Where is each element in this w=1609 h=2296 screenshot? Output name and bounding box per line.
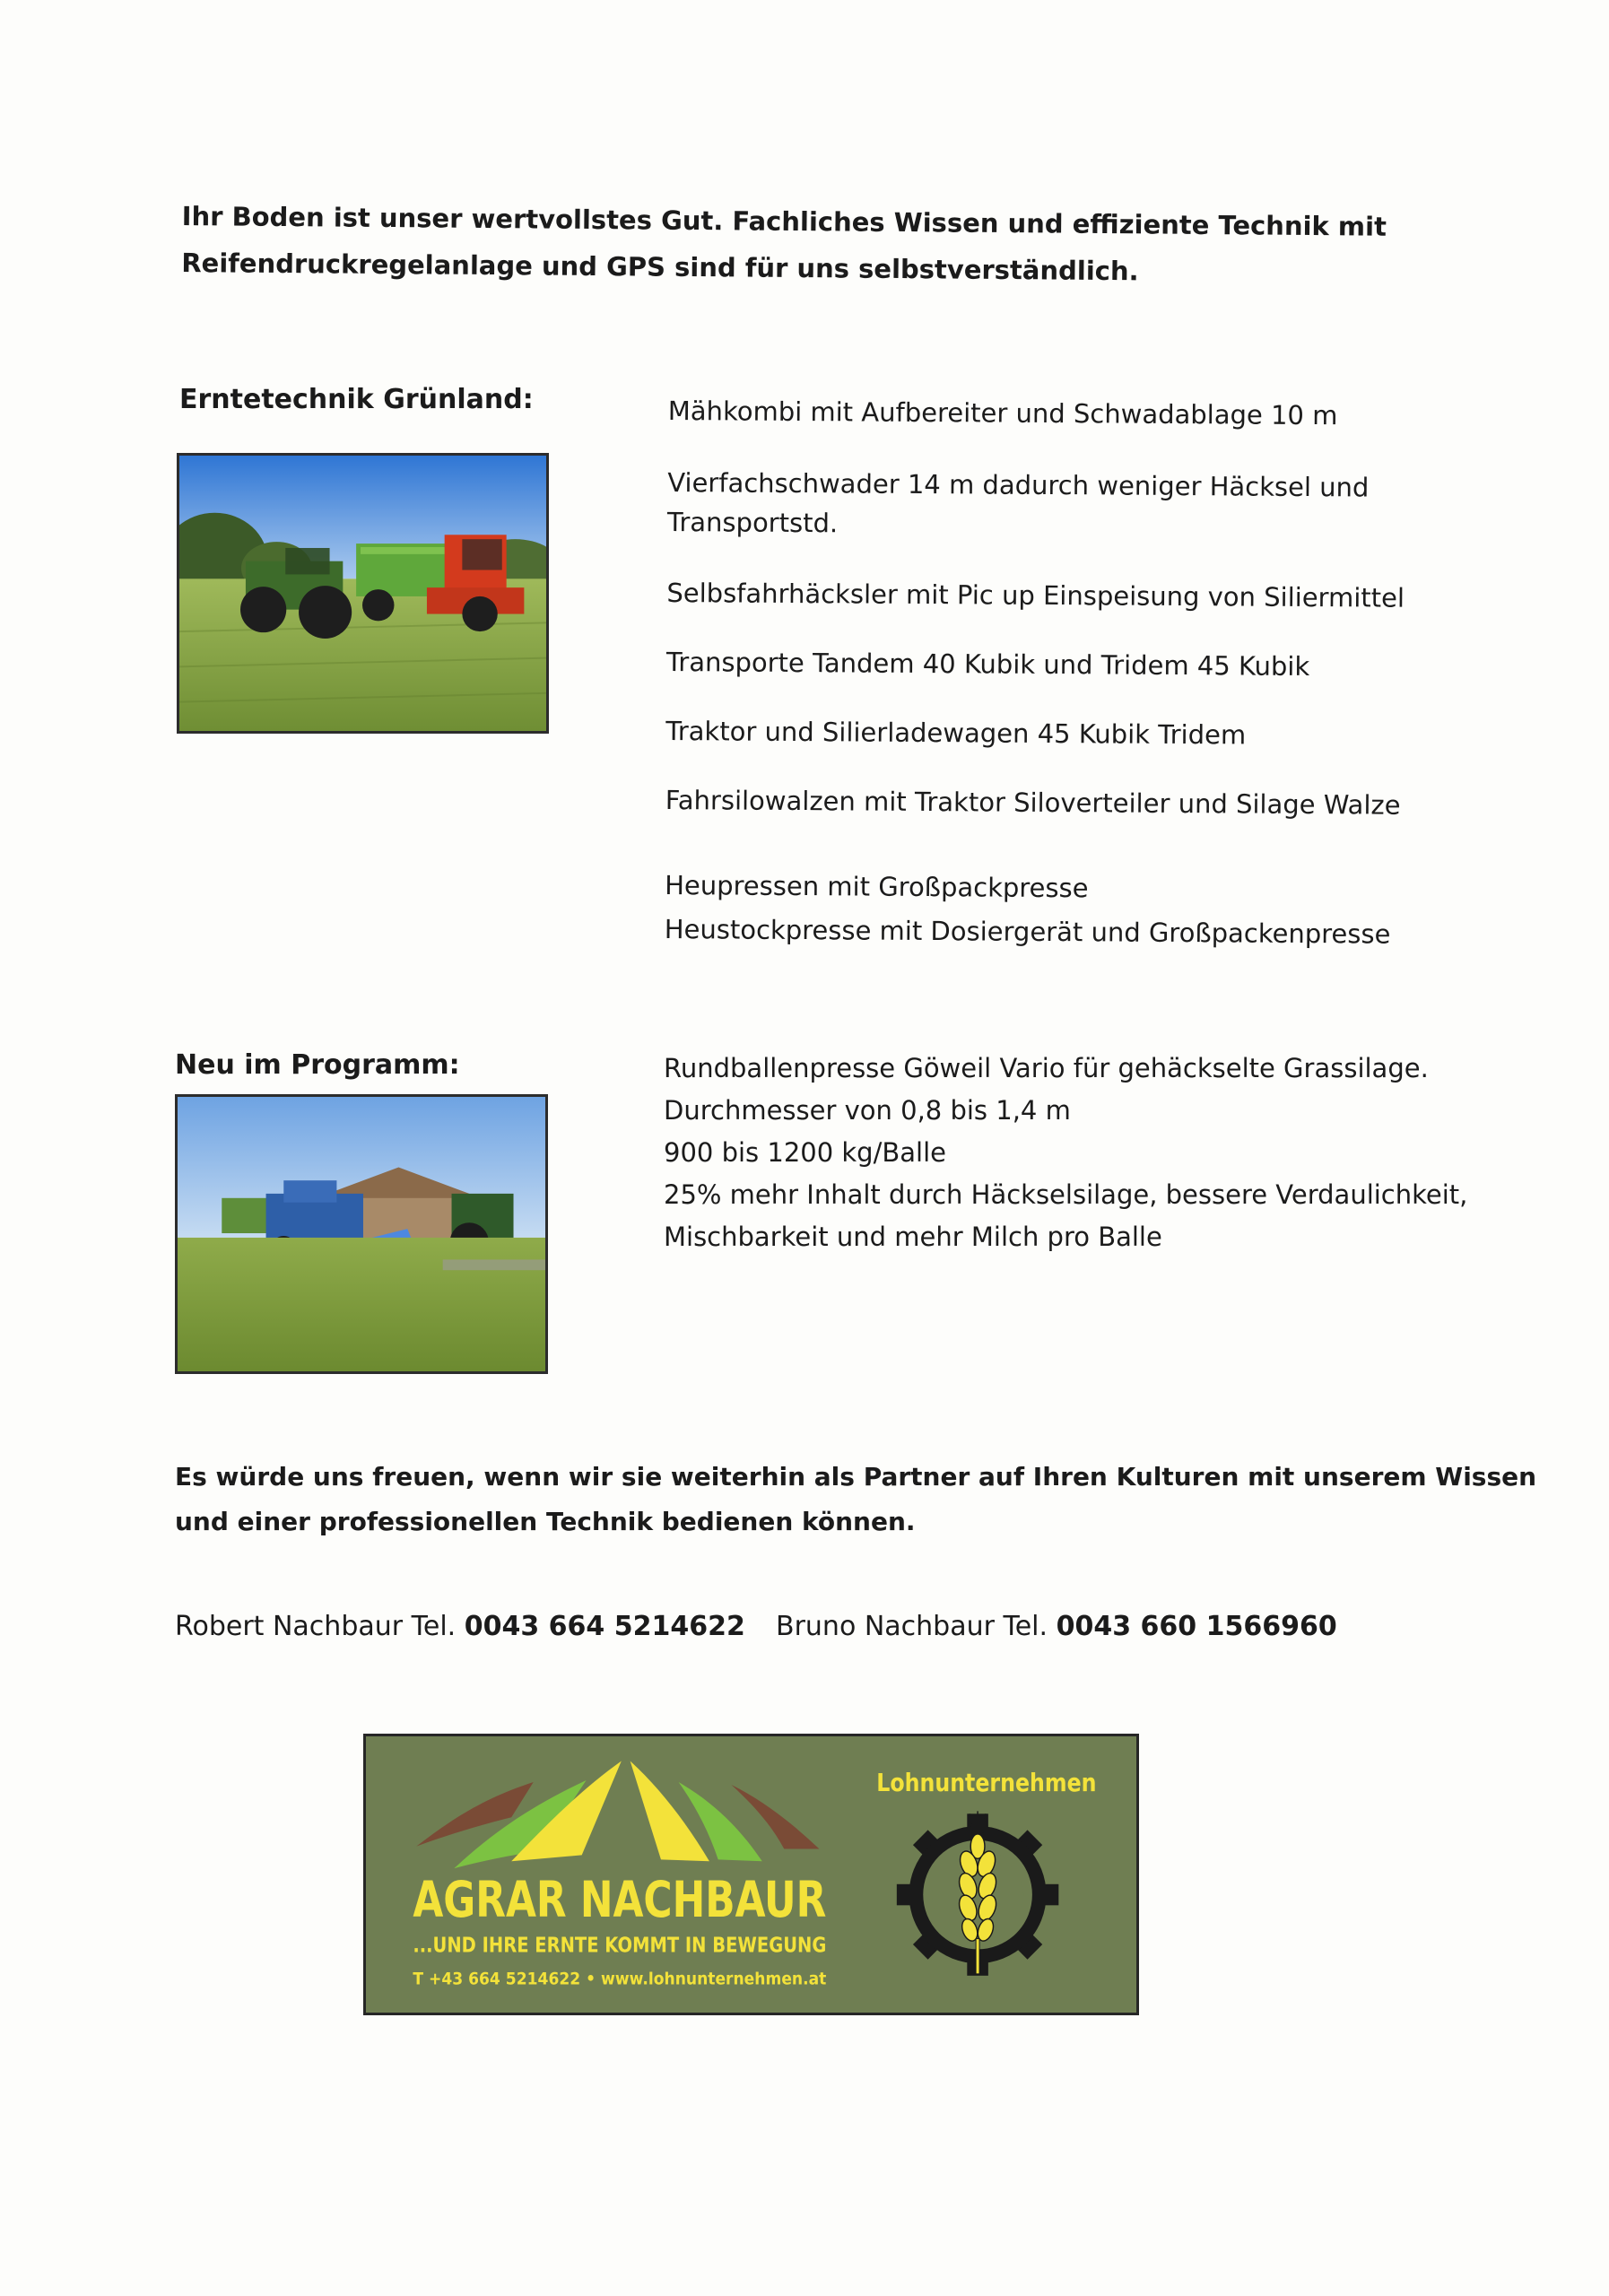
intro-line-1: Ihr Boden ist unser wertvollstes Gut. Fachliches Wissen und effiziente Technik mit	[181, 200, 1387, 242]
logo-contact-line: T +43 664 5214622 • www.lohnunternehmen.at	[413, 1970, 827, 1989]
list-item: Transportstd.	[666, 506, 839, 539]
yellow-swoosh-left	[511, 1761, 622, 1861]
closing-line-2: und einer professionellen Technik bedienen können.	[175, 1507, 916, 1536]
logo-company-name: AGRAR NACHBAUR	[413, 1871, 827, 1929]
list-item: Mähkombi mit Aufbereiter und Schwadablage 10 m	[667, 395, 1338, 431]
contact-bruno	[776, 1611, 1337, 1642]
logo-graphic	[366, 1736, 1136, 2013]
logo-tagline: ...UND IHRE ERNTE KOMMT IN BEWEGUNG	[413, 1932, 827, 1958]
contact-name: Robert Nachbaur Tel.	[175, 1611, 457, 1642]
contact-name: Bruno Nachbaur Tel.	[776, 1611, 1048, 1642]
closing-line-1: Es würde uns freuen, wenn wir sie weiterhin als Partner auf Ihren Kulturen mit unserem Wissen	[175, 1462, 1537, 1492]
baler-photo-image	[178, 1097, 545, 1371]
contact-phone: 0043 664 5214622	[464, 1611, 745, 1642]
list-item: Transporte Tandem 40 Kubik und Tridem 45 Kubik	[665, 646, 1310, 683]
closing-text	[175, 1455, 1537, 1544]
list-item: Durchmesser von 0,8 bis 1,4 m	[664, 1095, 1071, 1126]
list-item: Rundballenpresse Göweil Vario für gehäckselte Grassilage.	[664, 1053, 1429, 1083]
company-logo-banner	[363, 1734, 1139, 2015]
list-item: Mischbarkeit und mehr Milch pro Balle	[664, 1222, 1162, 1252]
intro-text	[181, 193, 1387, 296]
list-item: Fahrsilowalzen mit Traktor Siloverteiler und Silage Walze	[665, 784, 1401, 821]
harvester-photo-image	[179, 456, 546, 731]
list-item: 25% mehr Inhalt durch Häckselsilage, bessere Verdaulichkeit,	[664, 1179, 1468, 1210]
logo-badge-label: Lohnunternehmen	[876, 1769, 1097, 1797]
section1-list	[664, 390, 1529, 950]
list-item: Selbsfahrhäcksler mit Pic up Einspeisung von Siliermittel	[666, 577, 1405, 613]
contact-phone: 0043 660 1566960	[1056, 1611, 1337, 1642]
gear-wheat-icon	[897, 1811, 1058, 1975]
baler-photo	[175, 1094, 548, 1374]
list-item: Heustockpresse mit Dosiergerät und Großpackenpresse	[664, 913, 1391, 950]
list-item: Vierfachschwader 14 m dadurch weniger Häcksel und	[667, 466, 1370, 503]
section-heading-neu-im-programm: Neu im Programm:	[175, 1049, 460, 1081]
section-heading-erntetechnik: Erntetechnik Grünland:	[179, 384, 534, 415]
contact-robert	[175, 1611, 745, 1642]
list-item: 900 bis 1200 kg/Balle	[664, 1137, 946, 1168]
list-item: Traktor und Silierladewagen 45 Kubik Tridem	[665, 715, 1247, 751]
section2-list	[664, 1048, 1561, 1258]
harvester-photo	[177, 453, 549, 734]
list-item: Heupressen mit Großpackpresse	[665, 869, 1089, 904]
intro-line-2: Reifendruckregelanlage und GPS sind für uns selbstverständlich.	[181, 247, 1139, 287]
